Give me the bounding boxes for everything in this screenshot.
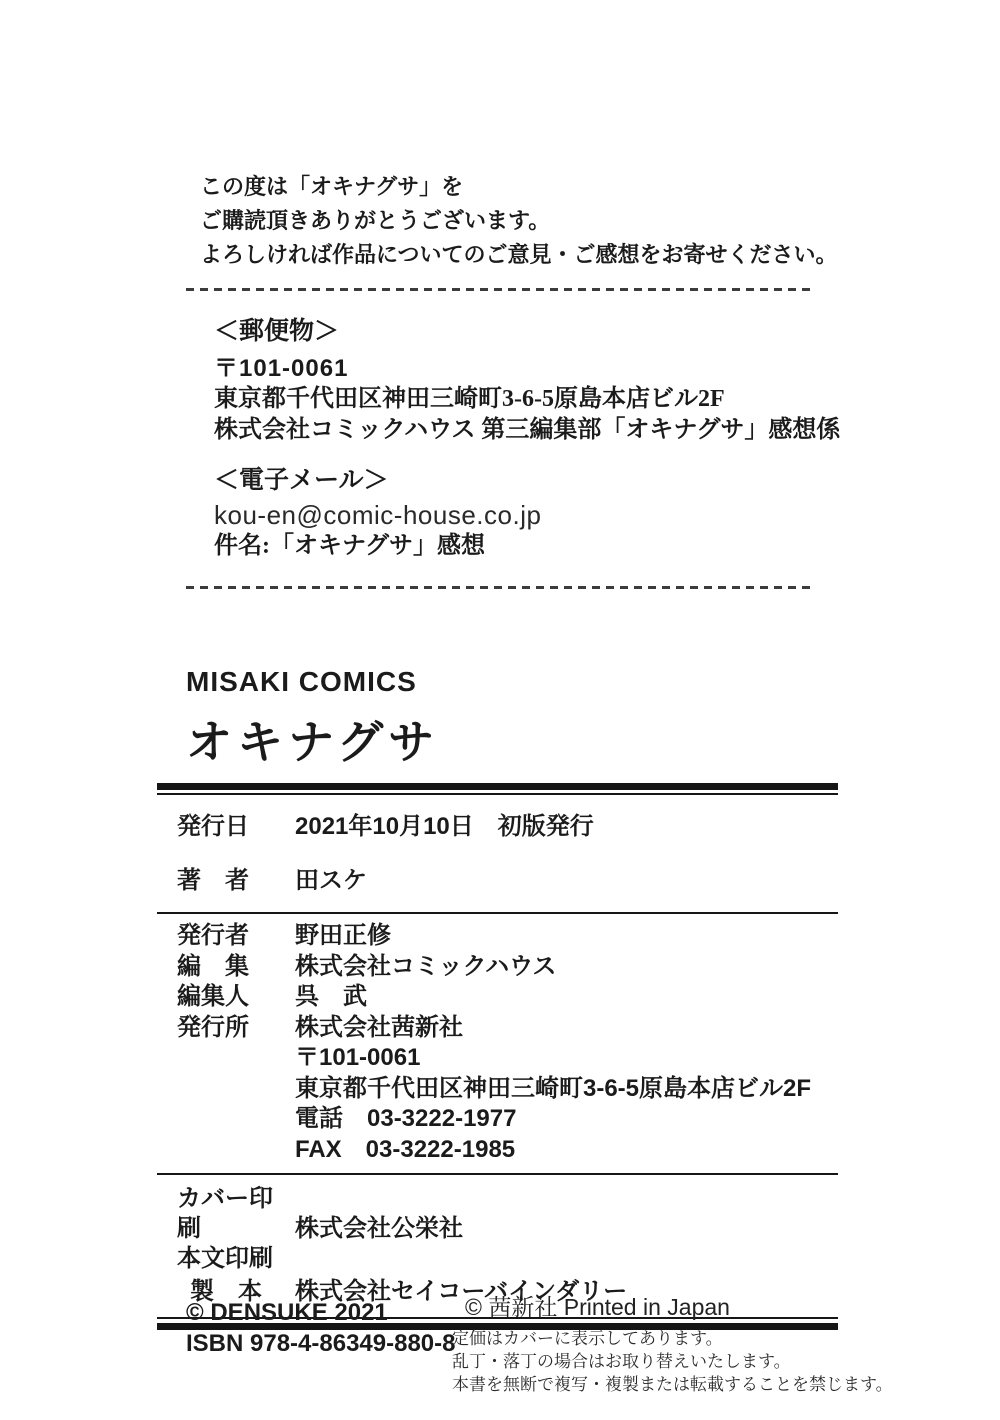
dashed-divider-bottom [186, 586, 811, 589]
footer-note-replacement: 乱丁・落丁の場合はお取り替えいたします。 [452, 1352, 791, 1371]
footer-copyright-block [186, 1297, 456, 1359]
email-section [214, 465, 541, 562]
row-value: 電話 03-3222-1977 [295, 1105, 517, 1132]
row-value: 2021年10月10日 初版発行 [295, 813, 594, 840]
row-value: 株式会社茜新社 [295, 1013, 463, 1041]
thanks-message [200, 170, 838, 272]
row-label: 製 本 [190, 1278, 262, 1305]
row-editing [157, 952, 838, 983]
printing-label-body: 本文印刷 [177, 1245, 273, 1272]
footer-publisher-credit: © 茜新社 Printed in Japan [465, 1294, 730, 1320]
email-address: kou-en@comic-house.co.jp [214, 500, 542, 530]
row-value: 株式会社公栄社 [295, 1215, 463, 1242]
row-value: 〒101-0061 [295, 1044, 421, 1071]
book-title: オキナグサ [186, 717, 440, 768]
email-heading: ＜電子メール＞ [214, 467, 389, 494]
colophon-section-edition [157, 795, 838, 912]
row-label [157, 1074, 295, 1105]
row-phone [157, 1104, 838, 1135]
row-fax [157, 1135, 838, 1166]
row-label: 編 集 [177, 952, 249, 980]
row-publication-date [157, 812, 838, 842]
footer-copyright: © DENSUKE 2021 [186, 1299, 388, 1326]
row-editor [157, 982, 838, 1013]
printing-label-cover: カバー印刷 [177, 1185, 273, 1242]
footer-note-reproduction: 本書を無断で複写・複製または転載することを禁じます。 [452, 1375, 893, 1394]
row-label [157, 1043, 295, 1074]
thanks-line-1: この度は「オキナグサ」を [200, 174, 464, 199]
footer-note-price: 定価はカバーに表示してあります。 [452, 1329, 723, 1348]
top-rule-thick [157, 783, 838, 790]
postal-code: 〒101-0061 [214, 355, 349, 382]
postal-section [214, 316, 840, 446]
row-label: 著 者 [177, 867, 249, 894]
row-label [157, 1135, 295, 1166]
footer-notes [452, 1327, 893, 1396]
row-label: 発行者 [177, 922, 249, 949]
colophon-section-publisher [157, 914, 838, 1173]
row-author [157, 866, 838, 896]
postal-address: 東京都千代田区神田三崎町3-6-5原島本店ビル2F [214, 386, 725, 412]
row-label [157, 1184, 295, 1274]
row-issuer [157, 921, 838, 952]
thanks-line-2: ご購読頂きありがとうございます。 [200, 208, 551, 233]
footer-publisher-block [452, 1289, 893, 1396]
row-label [157, 1104, 295, 1135]
row-printing [157, 1184, 838, 1274]
row-label: 編集人 [177, 983, 249, 1010]
postal-heading: ＜郵便物＞ [214, 318, 340, 345]
dashed-divider-top [186, 288, 811, 291]
row-value: 東京都千代田区神田三崎町3-6-5原島本店ビル2F [295, 1074, 812, 1102]
row-value: 野田正修 [295, 922, 391, 949]
row-publisher-address [157, 1074, 838, 1105]
email-subject: 件名:「オキナグサ」感想 [214, 533, 486, 559]
imprint-section [186, 666, 439, 772]
thanks-line-3: よろしければ作品についてのご意見・ご感想をお寄せください。 [200, 242, 838, 267]
row-value: FAX 03-3222-1985 [295, 1135, 516, 1163]
colophon-table [157, 783, 838, 1330]
row-value: 田スケ [295, 867, 367, 894]
publisher-brand: MISAKI COMICS [186, 666, 417, 697]
row-value: 株式会社セイコーバインダリー [295, 1278, 628, 1305]
row-value: 株式会社コミックハウス [295, 952, 557, 980]
row-label: 発行日 [177, 813, 249, 840]
row-publisher-postcode [157, 1043, 838, 1074]
row-value: 呉 武 [295, 983, 367, 1010]
row-label: 発行所 [177, 1013, 249, 1041]
row-publishing-office [157, 1013, 838, 1044]
footer-isbn: ISBN 978-4-86349-880-8 [186, 1330, 456, 1357]
postal-recipient: 株式会社コミックハウス 第三編集部「オキナグサ」感想係 [214, 417, 841, 443]
